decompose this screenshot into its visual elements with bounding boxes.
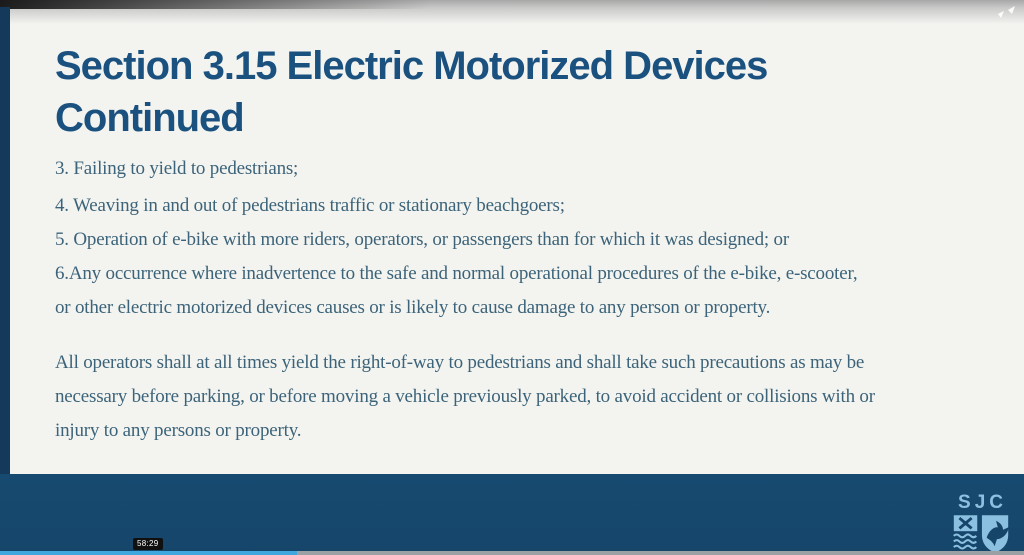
slide-text-line: 5. Operation of e-bike with more riders, operators, or passengers than for which it was designed; or [55, 229, 789, 250]
sjc-crest-icon [951, 514, 1011, 554]
timestamp-tooltip: 58:29 [133, 538, 163, 550]
slide-text-line: necessary before parking, or before moving a vehicle previously parked, to avoid accident or collisions with or [55, 386, 875, 407]
slide-text-line: injury to any persons or property. [55, 420, 302, 441]
slide-title-line2: Continued [55, 96, 244, 140]
bird-shield-icon [982, 515, 1009, 553]
top-shade-left [0, 0, 430, 9]
video-progress-bar[interactable] [0, 551, 1024, 555]
left-edge-strip [0, 7, 10, 474]
slide-text-line: or other electric motorized devices causes or is likely to cause damage to any person or property. [55, 297, 771, 318]
slide-text-line: 3. Failing to yield to pedestrians; [55, 158, 299, 179]
cursor-artifact-icon [996, 3, 1018, 24]
progress-fill [0, 551, 297, 555]
slide-title [55, 40, 767, 144]
slide-text-line: All operators shall at all times yield the right-of-way to pedestrians and shall take such precautions as may be [55, 352, 865, 373]
cross-shield-icon [954, 515, 977, 548]
slide-text-line: 6.Any occurrence where inadvertence to the safe and normal operational procedures of the e-bike, e-scooter, [55, 263, 858, 284]
slide-body [55, 152, 1015, 448]
sjc-logo [948, 493, 1014, 554]
slide-text-line: 4. Weaving in and out of pedestrians traffic or stationary beachgoers; [55, 195, 565, 216]
sjc-logo-text: SJC [958, 492, 1007, 513]
slide-title-line1: Section 3.15 Electric Motorized Devices [55, 44, 768, 88]
